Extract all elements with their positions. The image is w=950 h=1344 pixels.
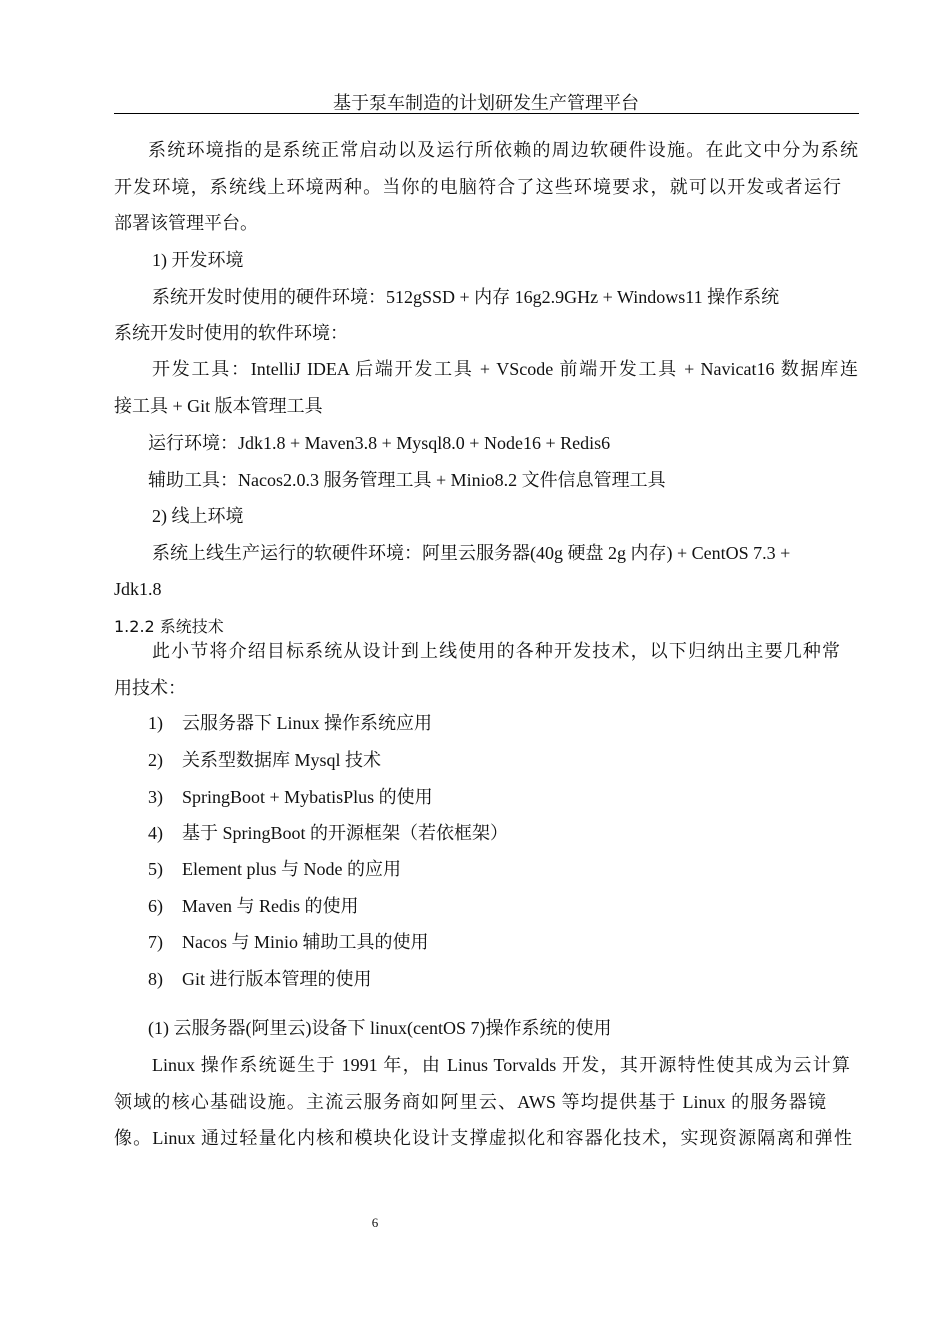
paragraph-line: 系统开发时使用的硬件环境：512gSSD + 内存 16g2.9GHz + Windows11 操作系统 [152, 287, 780, 307]
subsection-heading: (1) 云服务器(阿里云)设备下 linux(centOS 7)操作系统的使用 [148, 1018, 612, 1038]
list-number: 3) [148, 787, 163, 807]
list-item [148, 822, 508, 844]
header-rule [114, 113, 859, 114]
list-text: Git 进行版本管理的使用 [182, 969, 372, 989]
list-number: 7) [148, 932, 163, 952]
paragraph-line: 领域的核心基础设施。主流云服务商如阿里云、AWS 等均提供基于 Linux 的服务器镜 [114, 1092, 826, 1112]
list-number: 4) [148, 823, 163, 843]
paragraph-line: 接工具 + Git 版本管理工具 [114, 396, 323, 416]
list-text: 基于 SpringBoot 的开源框架（若依框架） [182, 823, 509, 843]
list-item [148, 931, 429, 953]
paragraph-line: Jdk1.8 [114, 579, 162, 599]
list-text: Maven 与 Redis 的使用 [182, 896, 359, 916]
list-item [148, 712, 432, 734]
list-item [148, 895, 358, 917]
list-item [148, 749, 381, 771]
page-number: 6 [371, 1215, 379, 1230]
list-number: 8) [148, 969, 163, 989]
list-number: 1) [148, 713, 163, 733]
paragraph-line: 开发环境，系统线上环境两种。当你的电脑符合了这些环境要求，就可以开发或者运行 [114, 177, 841, 197]
subheading-online-env: 2) 线上环境 [152, 506, 244, 526]
list-text: SpringBoot + MybatisPlus 的使用 [182, 787, 433, 807]
paragraph-line: 部署该管理平台。 [114, 213, 258, 233]
list-number: 2) [148, 750, 163, 770]
list-text: Nacos 与 Minio 辅助工具的使用 [182, 932, 429, 952]
running-header: 基于泵车制造的计划研发生产管理平台 [333, 93, 639, 113]
list-number: 5) [148, 859, 163, 879]
paragraph-line: Linux 操作系统诞生于 1991 年，由 Linus Torvalds 开发，其开源特性使其成为云计算 [152, 1055, 850, 1075]
paragraph-line: 此小节将介绍目标系统从设计到上线使用的各种开发技术，以下归纳出主要几种常 [152, 641, 840, 661]
list-text: 云服务器下 Linux 操作系统应用 [182, 713, 432, 733]
paragraph-line: 像。Linux 通过轻量化内核和模块化设计支撑虚拟化和容器化技术，实现资源隔离和弹性 [114, 1128, 852, 1148]
paragraph-line: 辅助工具：Nacos2.0.3 服务管理工具 + Minio8.2 文件信息管理工具 [148, 470, 666, 490]
paragraph-line: 开发工具：IntelliJ IDEA 后端开发工具 + VScode 前端开发工具 + Navicat16 数据库连 [152, 359, 858, 379]
list-text: 关系型数据库 Mysql 技术 [182, 750, 382, 770]
paragraph-line: 系统开发时使用的软件环境： [114, 323, 348, 343]
list-text: Element plus 与 Node 的应用 [182, 859, 401, 879]
section-heading: 1.2.2 系统技术 [114, 617, 224, 636]
list-item [148, 968, 372, 990]
paragraph-line: 系统环境指的是系统正常启动以及运行所依赖的周边软硬件设施。在此文中分为系统 [148, 140, 858, 160]
paragraph-line: 运行环境：Jdk1.8 + Maven3.8 + Mysql8.0 + Node16 + Redis6 [148, 433, 611, 453]
list-number: 6) [148, 896, 163, 916]
list-item [148, 786, 433, 808]
subheading-dev-env: 1) 开发环境 [152, 250, 244, 270]
list-item [148, 858, 401, 880]
paragraph-line: 用技术： [114, 678, 186, 698]
paragraph-line: 系统上线生产运行的软硬件环境：阿里云服务器(40g 硬盘 2g 内存) + CentOS 7.3 + [152, 543, 791, 563]
